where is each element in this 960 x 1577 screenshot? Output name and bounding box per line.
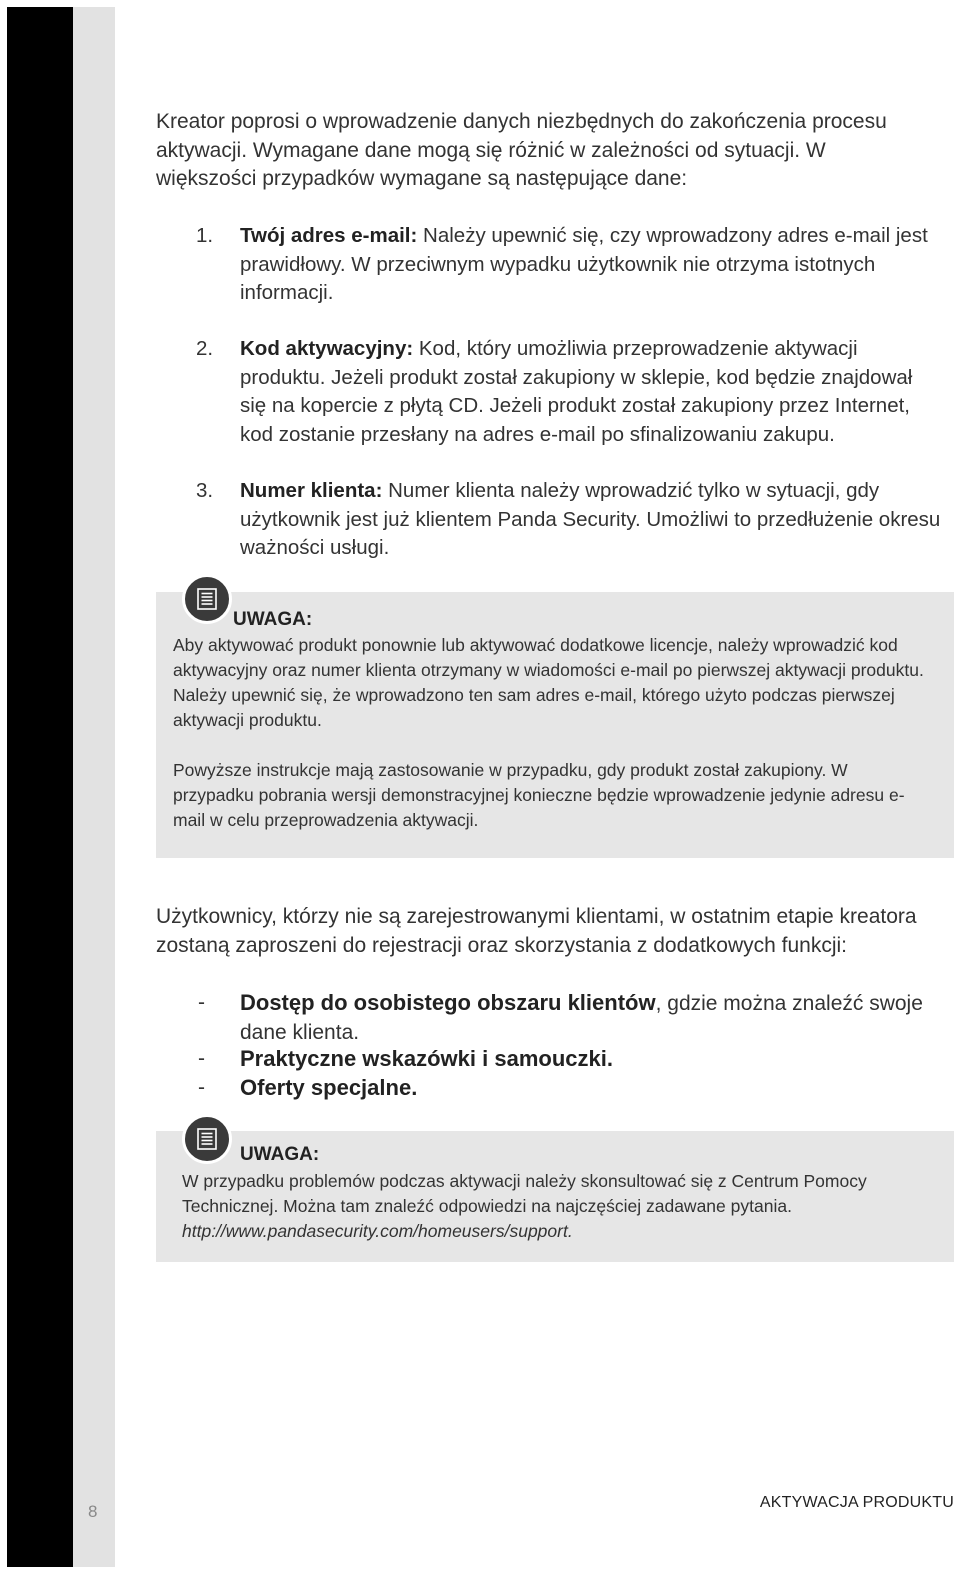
item-lead: Kod aktywacyjny:: [240, 337, 414, 360]
note-text: Powyższe instrukcje mają zastosowanie w przypadku, gdy produkt został zakupiony. W przypadku pobrania wersji demonstracyjnej konieczne będzie wprowadzenie jedynie adresu e-mail w celu przeprowadzenia aktywacji.: [173, 760, 905, 830]
list-dash: -: [198, 1076, 205, 1099]
numbered-item: [196, 222, 941, 308]
item-lead: Praktyczne wskazówki i samouczki.: [240, 1046, 613, 1071]
item-text: , gdzie można znaleźć swoje dane klienta.: [240, 992, 923, 1044]
note-icon: [182, 574, 232, 624]
note-body: W przypadku problemów podczas aktywacji należy skonsultować się z Centrum Pomocy Technicznej. Można tam znaleźć odpowiedzi na najczęściej zadawane pytania.: [182, 1171, 867, 1216]
item-lead: Twój adres e-mail:: [240, 224, 418, 247]
note-box: [156, 1131, 954, 1262]
note-icon: [182, 1114, 232, 1164]
list-item: [198, 989, 948, 1047]
note-box: [156, 592, 954, 858]
list-dash: -: [198, 991, 205, 1014]
list-dash: -: [198, 1047, 205, 1070]
item-text: Kod, który umożliwia przeprowadzenie aktywacji produktu. Jeżeli produkt został zakupiony w sklepie, kod będzie znajdował się na kopercie z płytą CD. Jeżeli produkt został zakupiony przez Internet, kod zostanie przesłany na adres e-mail po sfinalizowaniu zakupu.: [240, 337, 913, 446]
note-title: UWAGA:: [240, 1144, 320, 1165]
note-title: UWAGA:: [233, 609, 313, 630]
numbered-item: [196, 477, 941, 563]
item-lead: Oferty specjalne.: [240, 1075, 418, 1100]
left-black-band: [7, 7, 73, 1567]
page-number: 8: [88, 1502, 98, 1521]
list-item: [198, 1045, 948, 1075]
intro-paragraph: Kreator poprosi o wprowadzenie danych niezbędnych do zakończenia procesu aktywacji. Wymagane dane mogą się różnić w zależności od sytuacji. W większości przypadków wymagane są następujące dane:: [156, 110, 887, 190]
item-text: Numer klienta należy wprowadzić tylko w sytuacji, gdy użytkownik jest już klientem Panda Security. Umożliwi to przedłużenie okresu ważności usługi.: [240, 479, 941, 559]
note-text: Aby aktywować produkt ponownie lub aktywować dodatkowe licencje, należy wprowadzić kod aktywacyjny oraz numer klienta otrzymany w wiadomości e-mail po pierwszej aktywacji produktu. Należy upewnić się, że wprowadzono ten sam adres e-mail, którego użyto podczas pierwszej aktywacji produktu.: [173, 635, 924, 730]
item-text: Należy upewnić się, czy wprowadzony adres e-mail jest prawidłowy. W przeciwnym wypadku użytkownik nie otrzyma istotnych informacji.: [240, 224, 928, 304]
note-text: [182, 1169, 942, 1244]
support-link[interactable]: http://www.pandasecurity.com/homeusers/support.: [182, 1221, 573, 1241]
item-number: 2.: [196, 337, 214, 360]
numbered-item: [196, 335, 941, 449]
list-item: [198, 1074, 948, 1104]
item-lead: Dostęp do osobistego obszaru klientów: [240, 990, 656, 1015]
item-number: 3.: [196, 479, 214, 502]
item-lead: Numer klienta:: [240, 479, 383, 502]
left-gray-band: [73, 7, 115, 1567]
section-label: AKTYWACJA PRODUKTU: [759, 1494, 954, 1511]
item-number: 1.: [196, 224, 214, 247]
users-paragraph: Użytkownicy, którzy nie są zarejestrowanymi klientami, w ostatnim etapie kreatora zostaną zaproszeni do rejestracji oraz skorzystania z dodatkowych funkcji:: [156, 905, 917, 957]
